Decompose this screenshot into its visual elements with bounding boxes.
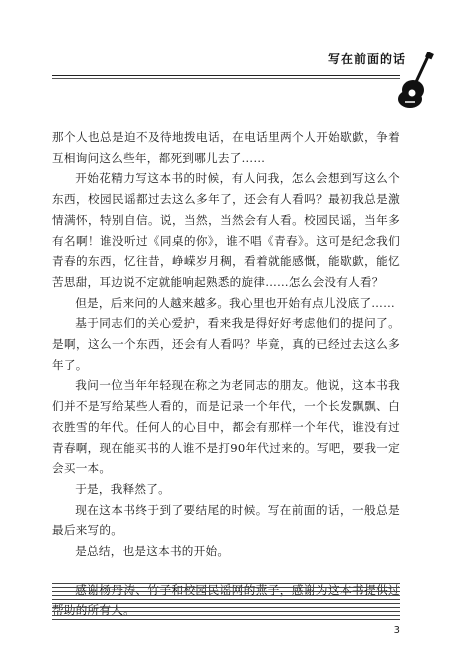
- ruled-lines: [52, 583, 400, 623]
- paragraph: 但是，后来问的人越来越多。我心里也开始有点儿没底了……: [75, 295, 395, 310]
- header-rule: [52, 75, 400, 76]
- paragraph: 开始花精力写这本书的时候，有人问我，怎么会想到写这么个东西，校园民谣都过去这么多年了，还会有人看吗？最初我总是激情满怀，特别自信。说，当然，当然会有人看。校园民谣，当年多有名啊！谁没听过《同桌的你》，谁不唱《青春》。这可是纪念我们青春的东西，忆往昔，峥嵘岁月稠，看着就能感慨，能歇歔，能忆苦思甜，耳边说不定就能响起熟悉的旋律……怎么会没有人看？: [52, 171, 400, 289]
- ruled-line: [52, 587, 400, 588]
- ruled-line: [52, 583, 400, 584]
- ruled-line: [52, 607, 400, 608]
- guitar-icon: [398, 52, 438, 110]
- ruled-line: [52, 603, 400, 604]
- paragraph: 我问一位当年年轻现在称之为老同志的朋友。他说，这本书我们并不是写给某些人看的，而是记录一个年代，一个长发飘飘、白衣胜雪的年代。任何人的心目中，都会有那样一个年代，谁没有过青春啊，现在能买书的人谁不是打90年代过来的。写吧，要我一定会买一本。: [52, 378, 400, 476]
- ruled-line: [52, 595, 400, 596]
- running-header-title: 写在前面的话: [327, 52, 406, 66]
- ruled-line: [52, 599, 400, 600]
- paragraph: 于是，我释然了。: [75, 481, 170, 496]
- ruled-line: [52, 611, 400, 612]
- ruled-line: [52, 591, 400, 592]
- header-rule-thin: [52, 78, 400, 79]
- running-header: [0, 0, 450, 110]
- body-text: [52, 127, 400, 621]
- page-number: 3: [393, 625, 400, 636]
- paragraph: 是总结，也是这本书的开始。: [75, 544, 230, 559]
- ruled-line: [52, 615, 400, 616]
- paragraph: 那个人也总是迫不及待地拨电话，在电话里两个人开始歇歔，争着互相询问这么些年，都死到哪儿去了……: [52, 130, 400, 165]
- acknowledgement-paragraph: 感谢杨丹涛、竹子和校园民谣网的燕子，感谢为这本书提供过帮助的所有人。: [52, 582, 400, 618]
- paragraph: 现在这本书终于到了要结尾的时候。写在前面的话，一般总是最后来写的。: [52, 502, 400, 538]
- paragraph: 基于同志们的关心爱护，看来我是得好好考虑他们的提问了。是啊，这么一个东西，还会有人看吗？毕竟，真的已经过去这么多年了。: [52, 316, 400, 372]
- ruled-line: [52, 619, 400, 620]
